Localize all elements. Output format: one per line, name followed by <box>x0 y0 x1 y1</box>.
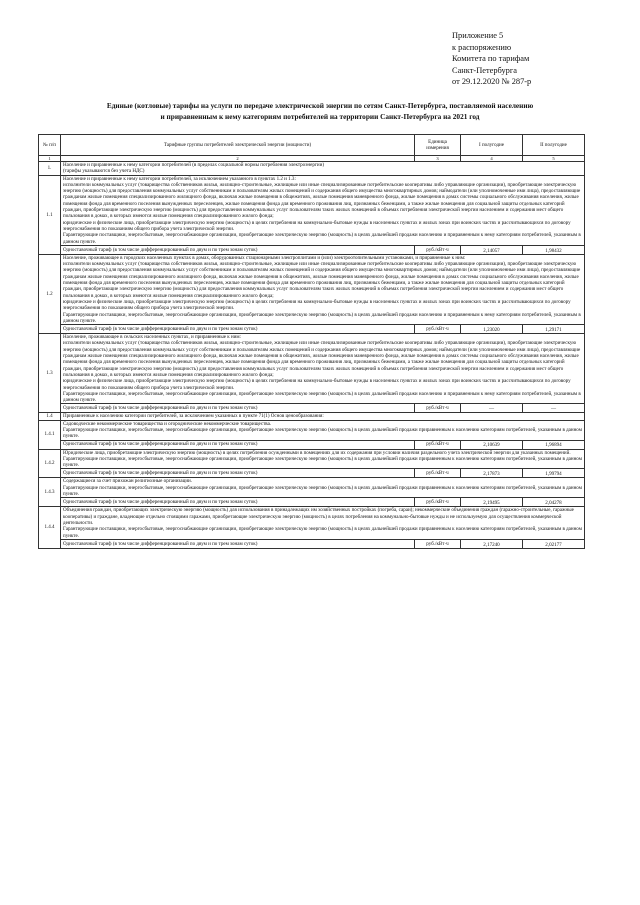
tariff-label: Одноставочный тариф (в том числе дифференцированный по двум и по трем зонам суток) <box>61 325 415 334</box>
annex-line-3: Комитета по тарифам <box>452 54 530 64</box>
row-description <box>61 254 585 324</box>
tariff-value-half-2: 1,99794 <box>523 469 585 478</box>
row-text: Гарантирующие поставщики, энергосбытовые, энергоснабжающие организации, приобретающие электрическую энергию (мощность) в целях дальнейшей продажи населению и приравненным к нему категориям потребителей, указанным в данном пункте. <box>63 390 581 404</box>
tariff-value-half-2: — <box>523 404 585 413</box>
row-text: юридические и физические лица, приобретающие электрическую энергию (мощность) в целях потребления на коммунально-бытовые нужды в населенных пунктах и жилых зонах при воинских частях и рассчитывающихся по договору энергоснабжения по показаниям общего прибора учета электрической энергии. <box>63 219 571 232</box>
tariff-value-half-1: 2,17240 <box>461 539 523 548</box>
title-line-1: Единые (котловые) тарифы на услуги по передаче электрической энергии по сетям Санкт-Петербурга, поставляемой населению <box>106 101 534 110</box>
row-number: 1.4 <box>39 413 61 420</box>
annex-line-4: Санкт-Петербурга <box>452 65 517 75</box>
tariff-row <box>39 404 585 413</box>
row-number: 1.1 <box>39 175 61 254</box>
tariff-row <box>39 498 585 507</box>
header-half-1: I полугодие <box>461 135 523 156</box>
tariff-unit: руб./кВт·ч <box>415 469 461 478</box>
row-text: Гарантирующие поставщики, энергосбытовые, энергоснабжающие организации, приобретающие электрическую энергию (мощность) в целях дальнейшей продажи населению и приравненным к нему категориям потребителей, указанным в данном пункте. <box>63 311 581 324</box>
annex-line-1: Приложение 5 <box>452 31 504 40</box>
row-text: Гарантирующие поставщики, энергосбытовые, энергоснабжающие организации, приобретающие электрическую энергию (мощность) в целях дальнейшей продажи населению и приравненным к нему категориям потребителей, указанным в данном пункте. <box>63 232 581 245</box>
tariff-label: Одноставочный тариф (в том числе дифференцированный по двум и по трем зонам суток) <box>61 440 415 449</box>
row-text: Гарантирующие поставщики, энергосбытовые, энергоснабжающие организации, приобретающие электрическую энергию (мощность) в целях дальнейшей продажи приравненным к населению категориям потребителей, указанным в данном пункте. <box>63 484 582 498</box>
row-number: 1.4.4 <box>39 507 61 548</box>
tariffs-table <box>38 134 585 549</box>
table-header-row <box>39 135 585 156</box>
table-row <box>39 254 585 324</box>
annex-header <box>452 30 531 88</box>
table-row <box>39 413 585 420</box>
tariff-value-half-2: 2,04278 <box>523 498 585 507</box>
row-description <box>61 334 585 404</box>
document-title <box>40 101 600 122</box>
tariff-value-half-1: 2,14057 <box>461 245 523 254</box>
tariff-unit: руб./кВт·ч <box>415 404 461 413</box>
header-num: № п/п <box>39 135 61 156</box>
row-number: 1.4.2 <box>39 449 61 478</box>
row-number: 1.4.1 <box>39 420 61 449</box>
row-description <box>61 507 585 539</box>
column-index: 2 <box>61 156 415 162</box>
header-group: Тарифные группы потребителей электрической энергии (мощности) <box>61 135 415 156</box>
tariff-label: Одноставочный тариф (в том числе дифференцированный по двум и по трем зонам суток) <box>61 498 415 507</box>
tariff-row <box>39 539 585 548</box>
tariff-value-half-2: 1,98432 <box>523 245 585 254</box>
tariff-label: Одноставочный тариф (в том числе дифференцированный по двум и по трем зонам суток) <box>61 539 415 548</box>
row-description <box>61 449 585 469</box>
tariff-unit: руб./кВт·ч <box>415 498 461 507</box>
row-number: 1.2 <box>39 254 61 333</box>
row-text: Гарантирующие поставщики, энергосбытовые, энергоснабжающие организации, приобретающие электрическую энергию (мощность) в целях дальнейшей продажи приравненным к населению категориям потребителей, указанным в данном пункте. <box>63 426 582 440</box>
tariff-unit: руб./кВт·ч <box>415 325 461 334</box>
tariff-value-half-1: 2,17873 <box>461 469 523 478</box>
table-row <box>39 175 585 245</box>
tariff-row <box>39 469 585 478</box>
column-index: 4 <box>461 156 523 162</box>
tariff-value-half-1: 1,23020 <box>461 325 523 334</box>
tariff-value-half-2: 2,02177 <box>523 539 585 548</box>
row-description <box>61 175 585 245</box>
tariff-value-half-2: 1,96894 <box>523 440 585 449</box>
column-index: 3 <box>415 156 461 162</box>
tariff-row <box>39 245 585 254</box>
row-text: Юридические лица, приобретающие электрическую энергию (мощность) в целях потребления осужденными в помещениях для их содержания при условии наличия раздельного учета электрической энергии для указанных помещений. <box>63 449 571 456</box>
tariff-value-half-1: — <box>461 404 523 413</box>
table-row <box>39 162 585 176</box>
header-unit: Единица измерения <box>415 135 461 156</box>
tariff-value-half-1: 2,19495 <box>461 498 523 507</box>
row-text: исполнители коммунальных услуг (товарищества собственников жилья, жилищно-строительные, жилищные или иные специализированные потребительские кооперативы либо управляющие организации), приобретающие электрическую энергию (мощность) для предоставления коммунальных услуг собственникам и пользователям жилых помещений и содержания общего имущества многоквартирных домов; наймодатели (или уполномоченные ими лица), предоставляющие гражданам жилые помещения специализированного жилищного фонда, включая жилые помещения в общежитиях, жилые помещения маневренного фонда, жилые помещения в домах системы социального обслуживания населения, жилые помещения фонда для временного поселения вынужденных переселенцев, жилые помещения фонда для временного проживания лиц, признанных беженцами, а также жилые помещения для социальной защиты отдельных категорий граждан, приобретающие электрическую энергию (мощность) для предоставления коммунальных услуг пользователям таких жилых помещений в объемах потребления электрической энергии населением и содержания мест общего пользования в домах, в которых имеются жилые помещения специализированного жилого фонда; <box>63 340 581 378</box>
row-text: юридические и физические лица, приобретающие электрическую энергию (мощность) в целях потребления на коммунально-бытовые нужды в населенных пунктах и жилых зонах при воинских частях и рассчитывающихся по договору энергоснабжения по показаниям общего прибора учета электрической энергии. <box>63 378 571 391</box>
tariff-unit: руб./кВт·ч <box>415 245 461 254</box>
annex-line-2: к распоряжению <box>452 42 512 52</box>
tariff-row <box>39 440 585 449</box>
tariff-unit: руб./кВт·ч <box>415 539 461 548</box>
row-number: 1. <box>39 162 61 176</box>
row-text: Население и приравненные к нему категории потребителей (в пределах социальной нормы потребления электроэнергии) <box>63 162 325 168</box>
table-row <box>39 420 585 440</box>
row-text: (тарифы указываются без учета НДС) <box>63 168 145 175</box>
row-text: Садоводческие некоммерческие товарищества и огороднические некоммерческие товарищества. <box>63 420 272 427</box>
tariff-label: Одноставочный тариф (в том числе дифференцированный по двум и по трем зонам суток) <box>61 404 415 413</box>
column-index: 5 <box>523 156 585 162</box>
table-row <box>39 507 585 539</box>
row-text: Население, проживающее в сельских населенных пунктах, и приравненные к ним: <box>63 334 241 341</box>
tariff-label: Одноставочный тариф (в том числе дифференцированный по двум и по трем зонам суток) <box>61 469 415 478</box>
row-text: Население, проживающее в городских населенных пунктах в домах, оборудованных стационарными электроплитами и (или) электроотопительными установками, и приравненные к ним: <box>63 254 466 261</box>
row-text: юридические и физические лица, приобретающие электрическую энергию (мощность) в целях потребления на коммунально-бытовые нужды в населенных пунктах и жилых зонах при воинских частях и рассчитывающихся по договору энергоснабжения по показаниям общего прибора учета электрической энергии. <box>63 298 571 312</box>
row-text: исполнители коммунальных услуг (товарищества собственников жилья, жилищно-строительные, жилищные или иные специализированные потребительские кооперативы либо управляющие организации), приобретающие электрическую энергию (мощность) для предоставления коммунальных услуг собственникам и пользователям жилых помещений и содержания общего имущества многоквартирных домов; наймодатели (или уполномоченные ими лица), предоставляющие гражданам жилые помещения специализированного жилищного фонда, включая жилые помещения в общежитиях, жилые помещения маневренного фонда, жилые помещения в домах системы социального обслуживания населения, жилые помещения фонда для временного поселения вынужденных переселенцев, жилые помещения фонда для временного проживания лиц, признанных беженцами, а также жилые помещения для социальной защиты отдельных категорий граждан, приобретающие электрическую энергию (мощность) для предоставления коммунальных услуг пользователям таких жилых помещений в объемах потребления электрической энергии населением и содержания мест общего пользования в домах, в которых имеются жилые помещения специализированного жилого фонда; <box>63 181 581 220</box>
row-description <box>61 420 585 440</box>
row-text: Гарантирующие поставщики, энергосбытовые, энергоснабжающие организации, приобретающие электрическую энергию (мощность) в целях дальнейшей продажи приравненным к населению категориям потребителей, указанным в данном пункте. <box>63 526 582 539</box>
row-text: Объединения граждан, приобретающих электрическую энергию (мощность) для использования в принадлежащих им хозяйственных постройках (погреба, сараи); некоммерческие объединения граждан (гаражно-строительные, гаражные кооперативы) и граждане, владеющие отдельно стоящими гаражами, приобретающие электрическую энергию (мощность) в целях потребления на коммунально-бытовые нужды и не используемую для осуществления коммерческой деятельности. <box>63 507 574 526</box>
title-line-2: и приравненным к нему категориям потребителей на территории Санкт-Петербурга на 2021 год <box>160 111 480 121</box>
tariff-label: Одноставочный тариф (в том числе дифференцированный по двум и по трем зонам суток) <box>61 245 415 254</box>
row-number: 1.4.3 <box>39 478 61 507</box>
table-row <box>39 334 585 404</box>
tariff-value-half-1: 2,10639 <box>461 440 523 449</box>
row-description <box>61 478 585 498</box>
row-text: Население и приравненные к нему категории потребителей, за исключением указанного в пунктах 1.2 и 1.3: <box>63 175 296 182</box>
row-text: Содержащиеся за счет прихожан религиозные организации. <box>63 478 193 485</box>
row-text: исполнители коммунальных услуг (товарищества собственников жилья, жилищно-строительные, жилищные или иные специализированные потребительские кооперативы либо управляющие организации), приобретающие электрическую энергию (мощность) для предоставления коммунальных услуг собственникам и пользователям жилых помещений и содержания общего имущества многоквартирных домов; наймодатели (или уполномоченные ими лица), предоставляющие гражданам жилые помещения специализированного жилищного фонда, включая жилые помещения в общежитиях, жилые помещения маневренного фонда, жилые помещения в домах системы социального обслуживания населения, жилые помещения фонда для временного поселения вынужденных переселенцев, жилые помещения фонда для временного проживания лиц, признанных беженцами, а также жилые помещения для социальной защиты отдельных категорий граждан, приобретающие электрическую энергию (мощность) для предоставления коммунальных услуг пользователям таких жилых помещений в объемах потребления электрической энергии населением и содержания мест общего пользования в домах, в которых имеются жилые помещения специализированного жилого фонда; <box>63 261 581 299</box>
header-half-2: II полугодие <box>523 135 585 156</box>
row-text: Приравненные к населению категории потребителей, за исключением указанных в пункте 71(1) Основ ценообразования: <box>61 413 585 420</box>
table-row <box>39 449 585 469</box>
row-text: Гарантирующие поставщики, энергосбытовые, энергоснабжающие организации, приобретающие электрическую энергию (мощность) в целях дальнейшей продажи приравненным к населению категориям потребителей, указанным в данном пункте. <box>63 455 582 469</box>
tariff-value-half-2: 1,29171 <box>523 325 585 334</box>
tariff-row <box>39 325 585 334</box>
tariff-unit: руб./кВт·ч <box>415 440 461 449</box>
row-number: 1.3 <box>39 334 61 413</box>
table-row <box>39 478 585 498</box>
annex-line-5: от 29.12.2020 № 287-р <box>452 77 532 87</box>
column-index: 1 <box>39 156 61 162</box>
row-description <box>61 162 585 176</box>
